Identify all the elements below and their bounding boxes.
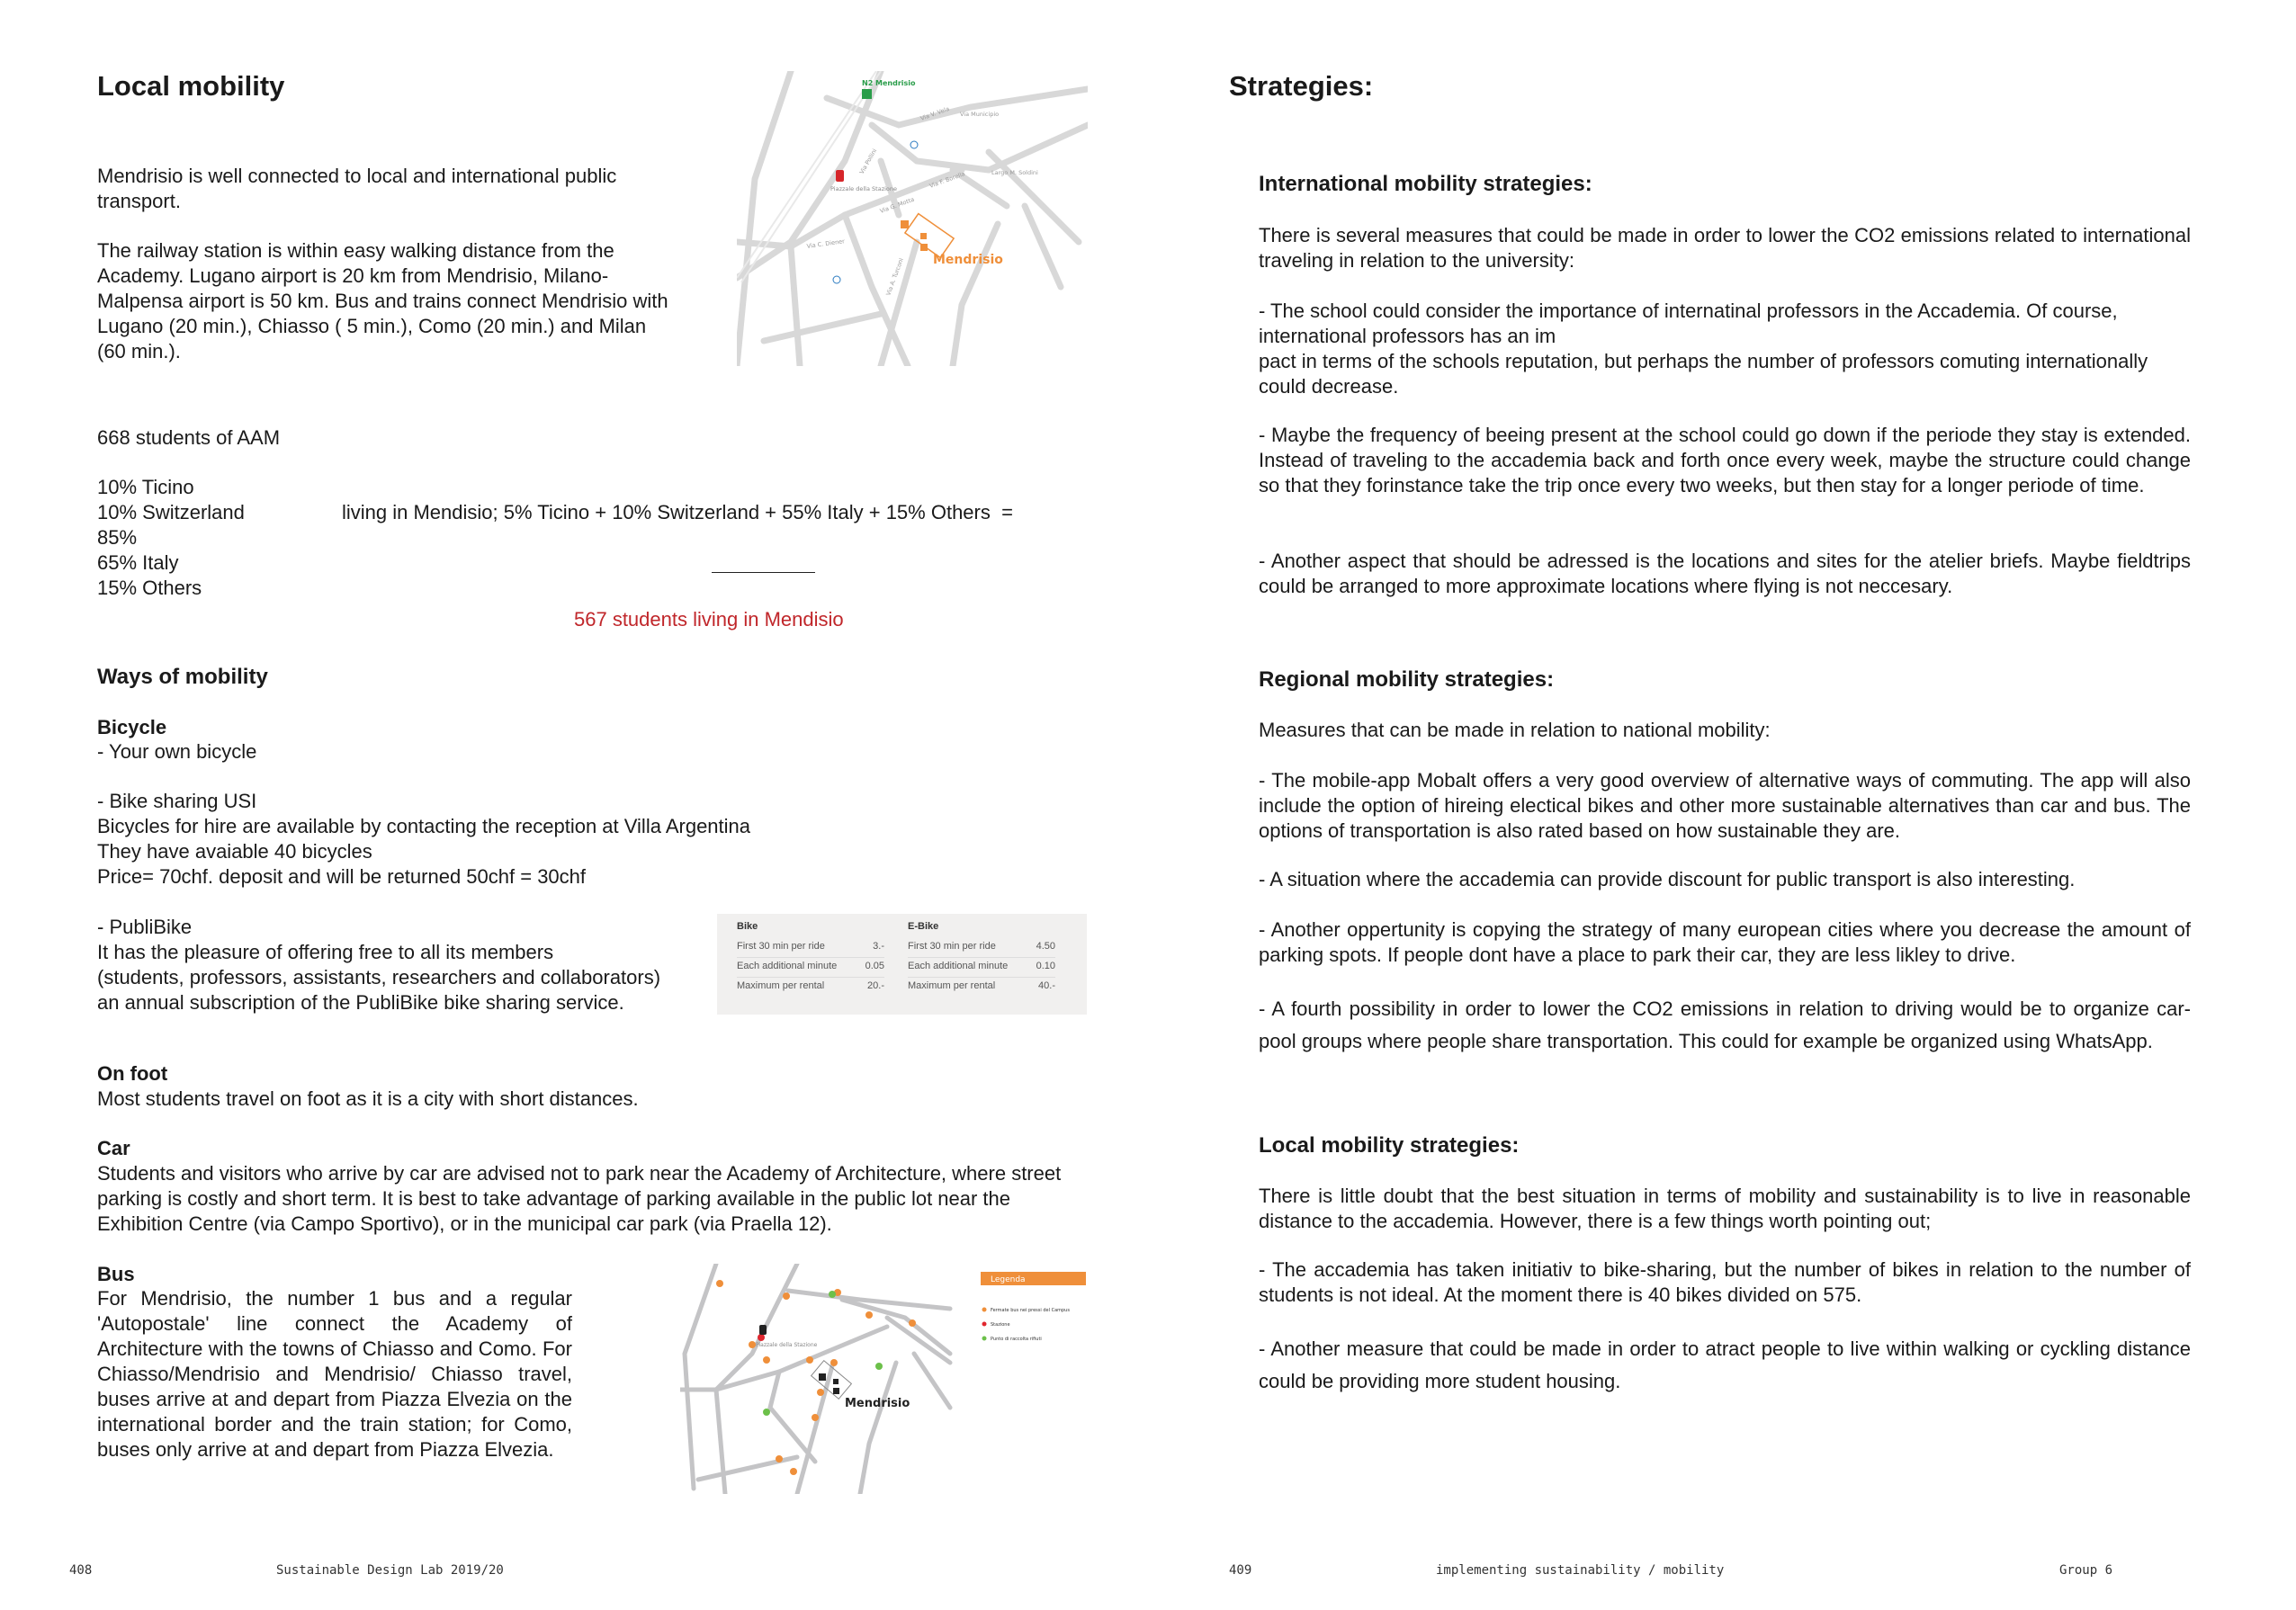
regional-paragraph: - A fourth possibility in order to lower the CO2 emissions in relation to driving would be to organize car-pool groups where people share transportation. This could for example be organized using WhatsApp. [1259,997,2191,1052]
breakdown-item: 10% Ticino [97,476,194,498]
highway-label: N2 Mendrisio [862,79,916,87]
breakdown-item: 85% [97,526,138,549]
street-label: Via G. Motta [878,195,916,215]
students-total: 668 students of AAM [97,426,281,449]
breakdown-item: 10% Switzerland [97,501,245,523]
table-cell: 20.- [867,980,884,991]
text-line: They have avaiable 40 bicycles [97,840,372,863]
town-label: Mendrisio [933,253,1003,267]
table-cell: First 30 min per ride [737,941,825,952]
street-label: Via Pollini [857,148,879,175]
footer-title-left: Sustainable Design Lab 2019/20 [276,1563,504,1578]
bicycle-heading: Bicycle [97,716,167,738]
bus-heading: Bus [97,1263,135,1285]
street-label: Via V. Vela [919,104,951,122]
footer-title-right: implementing sustainability / mobility [1436,1563,1725,1578]
international-heading: International mobility strategies: [1259,172,1592,196]
ways-heading: Ways of mobility [97,665,268,689]
regional-heading: Regional mobility strategies: [1259,667,1555,692]
station-label: Piazzale della Stazione [830,185,898,192]
legend-label: Punto di raccolta rifiuti [991,1337,1042,1342]
international-paragraph: - Maybe the frequency of beeing present at the school could go down if the periode they stay is extended. Instead of traveling to the accademia back and forth once every week, maybe the structure could change so that they forinstance take the trip once every two weeks, but then stay for a longer periode of time. [1259,424,2191,496]
students-breakdown [97,475,245,601]
train-station-icon [836,170,844,182]
students-result: 567 students living in Mendisio [574,608,844,631]
bus-stops-map [680,1264,1094,1494]
text-line: Bicycles for hire are available by contacting the reception at Villa Argentina [97,815,751,837]
town-label: Mendrisio [845,1397,910,1410]
page-number-right: 409 [1229,1563,1252,1578]
international-paragraph: - The school could consider the importance of internatinal professors in the Accademia. Of course, international professors has an im [1259,300,2118,347]
page-number-left: 408 [69,1563,93,1578]
publibike-price-table [717,914,1087,1015]
table-header: Bike [737,921,758,932]
legend-label: Fermate bus nei pressi del Campus [991,1308,1070,1313]
bike-sharing-usi [97,789,750,890]
footer-group: Group 6 [2059,1563,2113,1578]
table-cell: 0.10 [1036,961,1055,971]
legend-swatch [982,1308,987,1312]
text-line: - PubliBike [97,916,193,938]
bicycle-own: - Your own bicycle [97,740,257,763]
table-cell: 3.- [873,941,884,952]
table-header: E-Bike [908,921,939,932]
text-line: an annual subscription of the PubliBike bike sharing service. [97,991,624,1014]
text-line: (students, professors, assistants, researchers and collaborators) [97,966,661,988]
table-cell: Each additional minute [737,961,838,971]
mendrisio-campus-map [737,71,1088,366]
regional-paragraph: - A situation where the accademia can provide discount for public transport is also interesting. [1259,868,2076,890]
publibike [97,915,660,1015]
international-paragraph: There is several measures that could be made in order to lower the CO2 emissions related to international traveling in relation to the university: [1259,224,2191,272]
breakdown-item: 65% Italy [97,551,179,574]
local-paragraph: There is little doubt that the best situation in terms of mobility and sustainability is to live in reasonable distance to the accademia. However, there is a few things worth pointing out; [1259,1185,2191,1232]
local-paragraph: - Another measure that could be made in order to atract people to live within walking or cyckling distance could be providing more student housing. [1259,1337,2191,1392]
station-label: Piazzale della Stazione [756,1342,818,1348]
intro-paragraph-1: Mendrisio is well connected to local and international public transport. [97,165,617,212]
legend-label: Stazione [991,1322,1010,1328]
table-cell: Maximum per rental [908,980,996,991]
on-foot-heading: On foot [97,1062,168,1085]
on-foot-text: Most students travel on foot as it is a city with short distances. [97,1087,639,1110]
text-line: Price= 70chf. deposit and will be returned 50chf = 30chf [97,865,587,888]
car-text: Students and visitors who arrive by car are advised not to park near the Academy of Architecture, where street parking is costly and short term. It is best to take advantage of parking available in the public lot near the Exhibition Centre (via Campo Sportivo), or in the municipal car park (via Praella 12). [97,1162,1062,1235]
regional-paragraph: - Another oppertunity is copying the strategy of many european cities where you decrease the amount of parking spots. If people dont have a place to park their car, they are less likley to drive. [1259,918,2191,966]
highway-icon [862,89,872,99]
table-cell: Each additional minute [908,961,1009,971]
street-label: Largo M. Soldini [991,169,1038,176]
international-paragraph: - Another aspect that should be adressed is the locations and sites for the atelier briefs. Maybe fieldtrips could be arranged to more approximate locations where flying is not neccesary. [1259,550,2191,597]
street-label: Via F. Borella [928,170,966,190]
table-cell: 4.50 [1036,941,1055,952]
street-label: Via Municipio [960,111,1000,118]
text-line: It has the pleasure of offering free to all its members [97,941,554,963]
regional-paragraph: Measures that can be made in relation to national mobility: [1259,719,1771,741]
parking-icon [910,141,918,148]
students-calculation: living in Mendisio; 5% Ticino + 10% Switzerland + 55% Italy + 15% Others = [342,501,1013,523]
text-line: - Bike sharing USI [97,790,257,812]
local-heading: Local mobility strategies: [1259,1133,1520,1158]
parking-icon [833,276,840,283]
table-cell: Maximum per rental [737,980,825,991]
local-paragraph: - The accademia has taken initiativ to bike-sharing, but the number of bikes in relation to the number of students is not ideal. At the moment there is 40 bikes divided on 575. [1259,1258,2191,1306]
legend-swatch [982,1322,987,1327]
regional-paragraph: - The mobile-app Mobalt offers a very good overview of alternative ways of commuting. The app will also include the option of hireing electical bikes and other more sustainable alternatives than car and bus. The options of transportation is also rated based on how sustainable they are. [1259,769,2191,842]
breakdown-item: 15% Others [97,577,202,599]
legend-swatch [982,1337,987,1341]
table-cell: 40.- [1038,980,1055,991]
street-label: Via A. Turconi [884,256,905,297]
bus-text: For Mendrisio, the number 1 bus and a regular 'Autopostale' line connect the Academy of Architecture with the towns of Chiasso and Como. For Chiasso/Mendrisio and Mendrisio/ Chiasso travel, buses arrive at and depart from Piazza Elvezia on the international border and the train station; for Como, buses only arrive at and depart from Piazza Elvezia. [97,1287,572,1461]
international-paragraph: pact in terms of the schools reputation, but perhaps the number of professors comuting internationally could decrease. [1259,350,2148,398]
table-cell: First 30 min per ride [908,941,996,952]
street-label: Via C. Diener [806,237,846,250]
table-cell: 0.05 [865,961,884,971]
sum-rule [712,572,815,573]
train-station-icon [759,1325,767,1335]
legend-title: Legenda [991,1275,1026,1284]
page-title-strategies: Strategies: [1229,70,1374,102]
car-heading: Car [97,1137,130,1159]
intro-paragraph-2: The railway station is within easy walking distance from the Academy. Lugano airport is 20 km from Mendrisio, Milano-Malpensa airport is 50 km. Bus and trains connect Mendrisio with Lugano (20 min.), Chiasso ( 5 min.), Como (20 min.) and Milan (60 min.). [97,239,668,362]
page-title-local-mobility: Local mobility [97,70,285,102]
